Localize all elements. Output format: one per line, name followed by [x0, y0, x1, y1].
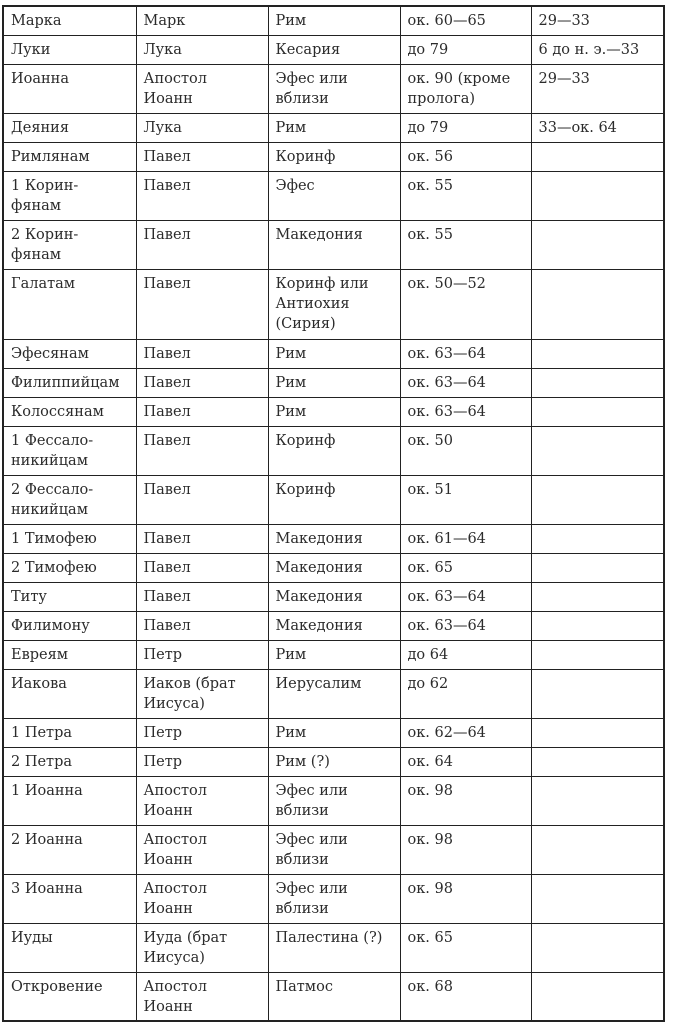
date-cell-text: ок. 61—64	[407, 530, 486, 547]
date-cell-text: ок. 56	[407, 148, 453, 165]
table-row	[3, 776, 664, 825]
book-cell-text: Иакова	[11, 675, 67, 692]
events-period-cell	[531, 718, 664, 747]
book-cell	[3, 524, 136, 553]
book-cell	[3, 35, 136, 64]
events-period-cell	[531, 776, 664, 825]
date-cell	[400, 269, 531, 339]
date-cell-text: ок. 63—64	[407, 617, 486, 634]
place-cell-text: Коринф	[275, 481, 336, 498]
date-cell-text: ок. 65	[407, 929, 453, 946]
author-cell	[136, 6, 268, 35]
date-cell	[400, 113, 531, 142]
date-cell	[400, 825, 531, 874]
book-cell	[3, 640, 136, 669]
date-cell	[400, 923, 531, 972]
place-cell	[268, 776, 400, 825]
events-period-cell	[531, 397, 664, 426]
author-cell-text: Лука	[143, 41, 182, 58]
book-cell	[3, 6, 136, 35]
place-cell-text: Рим	[275, 119, 307, 136]
place-cell-text: Рим	[275, 374, 307, 391]
author-cell-text: Апостол Иоанн	[143, 880, 207, 917]
events-period-cell-text: 33—ок. 64	[538, 119, 617, 136]
book-cell	[3, 339, 136, 368]
author-cell	[136, 553, 268, 582]
book-cell-text: Колоссянам	[11, 403, 104, 420]
book-cell-text: Откровение	[11, 978, 103, 995]
events-period-cell	[531, 6, 664, 35]
events-period-cell	[531, 171, 664, 220]
book-cell-text: 1 Корин- фянам	[11, 177, 79, 214]
date-cell-text: ок. 63—64	[407, 403, 486, 420]
table-row	[3, 582, 664, 611]
table-row	[3, 923, 664, 972]
author-cell-text: Лука	[143, 119, 182, 136]
place-cell-text: Македония	[275, 588, 363, 605]
table-row	[3, 524, 664, 553]
author-cell	[136, 269, 268, 339]
author-cell	[136, 747, 268, 776]
place-cell-text: Эфес или вблизи	[275, 880, 348, 917]
events-period-cell-text: 6 до н. э.—33	[538, 41, 640, 58]
events-period-cell	[531, 553, 664, 582]
author-cell-text: Павел	[143, 559, 191, 576]
book-cell	[3, 142, 136, 171]
table-row	[3, 269, 664, 339]
date-cell-text: ок. 55	[407, 226, 453, 243]
author-cell	[136, 368, 268, 397]
book-cell-text: 2 Иоанна	[11, 831, 83, 848]
date-cell	[400, 553, 531, 582]
table-row	[3, 339, 664, 368]
book-cell	[3, 972, 136, 1021]
author-cell-text: Павел	[143, 481, 191, 498]
date-cell	[400, 524, 531, 553]
table-row	[3, 113, 664, 142]
events-period-cell	[531, 747, 664, 776]
table-row	[3, 171, 664, 220]
place-cell-text: Коринф или Антиохия (Сирия)	[275, 275, 369, 332]
author-cell-text: Павел	[143, 530, 191, 547]
events-period-cell	[531, 582, 664, 611]
events-period-cell	[531, 113, 664, 142]
place-cell-text: Палестина (?)	[275, 929, 383, 946]
date-cell	[400, 611, 531, 640]
author-cell-text: Иуда (брат Иисуса)	[143, 929, 228, 966]
date-cell-text: ок. 51	[407, 481, 453, 498]
place-cell-text: Эфес или вблизи	[275, 831, 348, 868]
author-cell	[136, 426, 268, 475]
author-cell	[136, 874, 268, 923]
table-row	[3, 972, 664, 1021]
date-cell-text: ок. 90 (кроме пролога)	[407, 70, 511, 107]
author-cell-text: Петр	[143, 753, 183, 770]
date-cell	[400, 142, 531, 171]
place-cell-text: Эфес или вблизи	[275, 782, 348, 819]
place-cell-text: Кесария	[275, 41, 341, 58]
place-cell	[268, 339, 400, 368]
author-cell-text: Петр	[143, 646, 183, 663]
events-period-cell	[531, 269, 664, 339]
book-cell	[3, 825, 136, 874]
place-cell-text: Македония	[275, 226, 363, 243]
book-cell-text: Иуды	[11, 929, 53, 946]
place-cell	[268, 6, 400, 35]
place-cell-text: Рим	[275, 646, 307, 663]
book-cell	[3, 269, 136, 339]
table-row	[3, 669, 664, 718]
book-cell-text: Галатам	[11, 275, 76, 292]
author-cell-text: Павел	[143, 275, 191, 292]
book-cell	[3, 747, 136, 776]
author-cell-text: Петр	[143, 724, 183, 741]
book-cell	[3, 220, 136, 269]
table-row	[3, 553, 664, 582]
place-cell	[268, 640, 400, 669]
date-cell-text: до 62	[407, 675, 449, 692]
place-cell	[268, 171, 400, 220]
book-cell	[3, 553, 136, 582]
events-period-cell	[531, 220, 664, 269]
date-cell	[400, 747, 531, 776]
events-period-cell	[531, 524, 664, 553]
author-cell-text: Павел	[143, 374, 191, 391]
book-cell-text: Деяния	[11, 119, 69, 136]
date-cell-text: ок. 65	[407, 559, 453, 576]
author-cell	[136, 35, 268, 64]
place-cell-text: Эфес	[275, 177, 315, 194]
place-cell	[268, 582, 400, 611]
place-cell	[268, 972, 400, 1021]
table-row	[3, 220, 664, 269]
events-period-cell	[531, 142, 664, 171]
author-cell-text: Павел	[143, 588, 191, 605]
date-cell-text: до 79	[407, 119, 449, 136]
place-cell-text: Иерусалим	[275, 675, 362, 692]
book-cell-text: 1 Иоанна	[11, 782, 83, 799]
place-cell	[268, 113, 400, 142]
place-cell	[268, 35, 400, 64]
author-cell	[136, 640, 268, 669]
book-cell	[3, 397, 136, 426]
book-cell	[3, 475, 136, 524]
book-cell	[3, 611, 136, 640]
events-period-cell	[531, 611, 664, 640]
date-cell	[400, 397, 531, 426]
date-cell-text: ок. 50—52	[407, 275, 486, 292]
place-cell	[268, 269, 400, 339]
book-cell-text: 1 Петра	[11, 724, 73, 741]
author-cell-text: Павел	[143, 617, 191, 634]
book-cell-text: Римлянам	[11, 148, 90, 165]
author-cell	[136, 972, 268, 1021]
author-cell-text: Павел	[143, 345, 191, 362]
author-cell-text: Иаков (брат Иисуса)	[143, 675, 236, 712]
author-cell	[136, 113, 268, 142]
events-period-cell	[531, 64, 664, 113]
date-cell	[400, 475, 531, 524]
place-cell-text: Патмос	[275, 978, 333, 995]
place-cell	[268, 475, 400, 524]
book-cell-text: 1 Тимофею	[11, 530, 97, 547]
date-cell-text: ок. 64	[407, 753, 453, 770]
book-cell	[3, 923, 136, 972]
books-table	[2, 5, 665, 1022]
date-cell	[400, 669, 531, 718]
author-cell	[136, 582, 268, 611]
author-cell	[136, 171, 268, 220]
book-cell	[3, 669, 136, 718]
date-cell	[400, 972, 531, 1021]
author-cell-text: Павел	[143, 148, 191, 165]
place-cell	[268, 220, 400, 269]
book-cell-text: Филиппийцам	[11, 374, 120, 391]
author-cell-text: Апостол Иоанн	[143, 978, 207, 1015]
events-period-cell	[531, 923, 664, 972]
events-period-cell	[531, 972, 664, 1021]
book-cell-text: Евреям	[11, 646, 69, 663]
table-row	[3, 368, 664, 397]
table-row	[3, 397, 664, 426]
book-cell-text: 2 Тимофею	[11, 559, 97, 576]
book-cell-text: 2 Корин- фянам	[11, 226, 79, 263]
place-cell	[268, 611, 400, 640]
date-cell	[400, 171, 531, 220]
author-cell-text: Павел	[143, 403, 191, 420]
author-cell	[136, 611, 268, 640]
table-row	[3, 426, 664, 475]
book-cell	[3, 776, 136, 825]
events-period-cell	[531, 35, 664, 64]
date-cell	[400, 6, 531, 35]
place-cell	[268, 553, 400, 582]
date-cell-text: ок. 98	[407, 880, 453, 897]
date-cell-text: ок. 50	[407, 432, 453, 449]
book-cell	[3, 113, 136, 142]
book-cell-text: 2 Петра	[11, 753, 73, 770]
place-cell	[268, 874, 400, 923]
author-cell-text: Апостол Иоанн	[143, 70, 207, 107]
date-cell	[400, 640, 531, 669]
events-period-cell	[531, 874, 664, 923]
book-cell	[3, 64, 136, 113]
table-row	[3, 718, 664, 747]
book-cell-text: Марка	[11, 13, 62, 29]
date-cell	[400, 368, 531, 397]
place-cell	[268, 368, 400, 397]
events-period-cell	[531, 339, 664, 368]
place-cell	[268, 64, 400, 113]
place-cell	[268, 718, 400, 747]
date-cell	[400, 718, 531, 747]
date-cell-text: ок. 98	[407, 831, 453, 848]
events-period-cell-text: 29—33	[538, 13, 590, 29]
table-row	[3, 825, 664, 874]
date-cell-text: ок. 98	[407, 782, 453, 799]
author-cell	[136, 825, 268, 874]
table-row	[3, 640, 664, 669]
events-period-cell	[531, 825, 664, 874]
book-cell	[3, 874, 136, 923]
place-cell-text: Македония	[275, 530, 363, 547]
date-cell-text: ок. 55	[407, 177, 453, 194]
events-period-cell-text: 29—33	[538, 70, 590, 87]
date-cell	[400, 426, 531, 475]
place-cell-text: Коринф	[275, 432, 336, 449]
author-cell	[136, 339, 268, 368]
table-row	[3, 747, 664, 776]
book-cell-text: Луки	[11, 41, 51, 58]
date-cell	[400, 35, 531, 64]
date-cell-text: ок. 68	[407, 978, 453, 995]
place-cell-text: Македония	[275, 617, 363, 634]
date-cell	[400, 339, 531, 368]
table-row	[3, 64, 664, 113]
author-cell-text: Павел	[143, 226, 191, 243]
place-cell	[268, 923, 400, 972]
place-cell	[268, 142, 400, 171]
place-cell-text: Рим (?)	[275, 753, 330, 770]
author-cell-text: Павел	[143, 177, 191, 194]
table-row	[3, 874, 664, 923]
book-cell-text: Иоанна	[11, 70, 69, 87]
author-cell-text: Марк	[143, 13, 186, 29]
place-cell-text: Эфес или вблизи	[275, 70, 348, 107]
date-cell-text: ок. 63—64	[407, 374, 486, 391]
author-cell-text: Павел	[143, 432, 191, 449]
place-cell-text: Македония	[275, 559, 363, 576]
author-cell	[136, 475, 268, 524]
author-cell	[136, 923, 268, 972]
book-cell-text: 3 Иоанна	[11, 880, 83, 897]
place-cell	[268, 669, 400, 718]
date-cell-text: до 64	[407, 646, 449, 663]
place-cell	[268, 524, 400, 553]
place-cell-text: Рим	[275, 403, 307, 420]
author-cell	[136, 220, 268, 269]
author-cell	[136, 524, 268, 553]
book-cell-text: 2 Фессало- никийцам	[11, 481, 94, 518]
place-cell	[268, 426, 400, 475]
date-cell-text: ок. 62—64	[407, 724, 486, 741]
book-cell-text: Филимону	[11, 617, 90, 634]
place-cell-text: Рим	[275, 13, 307, 29]
place-cell	[268, 825, 400, 874]
date-cell-text: до 79	[407, 41, 449, 58]
date-cell	[400, 64, 531, 113]
place-cell-text: Коринф	[275, 148, 336, 165]
author-cell	[136, 776, 268, 825]
date-cell	[400, 874, 531, 923]
place-cell	[268, 397, 400, 426]
author-cell	[136, 142, 268, 171]
table-row	[3, 6, 664, 35]
place-cell	[268, 747, 400, 776]
book-cell	[3, 426, 136, 475]
book-cell-text: 1 Фессало- никийцам	[11, 432, 94, 469]
date-cell-text: ок. 63—64	[407, 345, 486, 362]
book-cell-text: Эфесянам	[11, 345, 89, 362]
author-cell	[136, 718, 268, 747]
book-cell-text: Титу	[11, 588, 47, 605]
events-period-cell	[531, 426, 664, 475]
author-cell-text: Апостол Иоанн	[143, 831, 207, 868]
date-cell-text: ок. 60—65	[407, 13, 486, 29]
events-period-cell	[531, 475, 664, 524]
table-row	[3, 35, 664, 64]
book-cell	[3, 171, 136, 220]
table-row	[3, 142, 664, 171]
table-row	[3, 611, 664, 640]
date-cell	[400, 220, 531, 269]
place-cell-text: Рим	[275, 724, 307, 741]
table-body	[3, 6, 664, 1021]
author-cell	[136, 397, 268, 426]
book-cell	[3, 368, 136, 397]
table-row	[3, 475, 664, 524]
events-period-cell	[531, 669, 664, 718]
book-cell	[3, 582, 136, 611]
date-cell-text: ок. 63—64	[407, 588, 486, 605]
author-cell	[136, 64, 268, 113]
events-period-cell	[531, 368, 664, 397]
book-cell	[3, 718, 136, 747]
date-cell	[400, 776, 531, 825]
author-cell	[136, 669, 268, 718]
place-cell-text: Рим	[275, 345, 307, 362]
date-cell	[400, 582, 531, 611]
author-cell-text: Апостол Иоанн	[143, 782, 207, 819]
events-period-cell	[531, 640, 664, 669]
